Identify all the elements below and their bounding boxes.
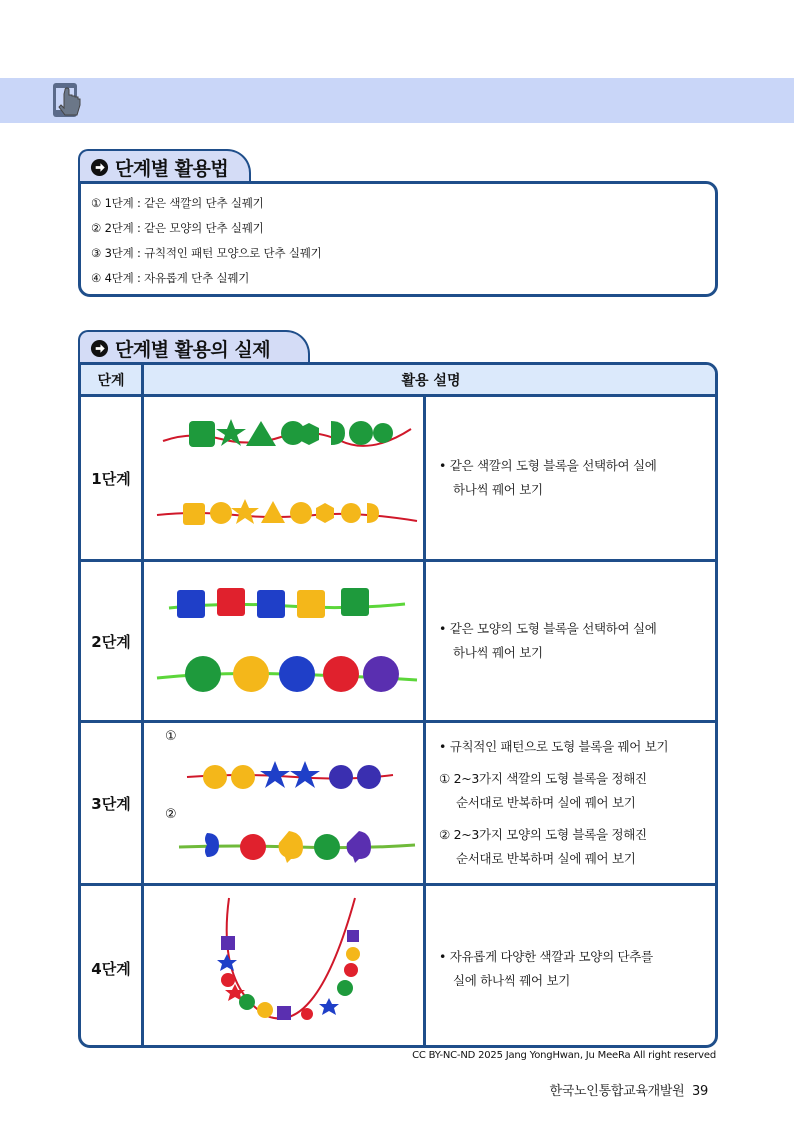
table-row [81, 397, 715, 562]
desc-line: • 같은 색깔의 도형 블록을 선택하여 실에 [439, 458, 657, 473]
pattern-label-2: ② [165, 807, 177, 822]
howto-list [78, 181, 718, 297]
stage-label: 2단계 [81, 562, 144, 720]
table-row [81, 886, 715, 1048]
desc-cell [429, 562, 715, 720]
desc-line: • 자유롭게 다양한 색깔과 모양의 단추를 [439, 948, 653, 964]
stage-label: 4단계 [81, 886, 144, 1048]
beads-photo-cell [147, 723, 426, 883]
square-beads-photo [167, 576, 407, 632]
shape-pattern-beads-photo [177, 823, 417, 867]
copyright-notice: CC BY-NC-ND 2025 Jang YongHwan, Ju MeeRa All right reserved [412, 1050, 716, 1061]
hand-tap-icon [50, 80, 86, 120]
desc-line: 실에 하나씩 꿰어 보기 [453, 972, 570, 988]
col-header-stage: 단계 [81, 365, 144, 394]
howto-item: ② 2단계 : 같은 모양의 단추 실꿰기 [91, 221, 264, 235]
section-practice-tab [78, 330, 310, 364]
desc-line: ② 2~3가지 모양의 도형 블록을 정해진 [439, 827, 647, 842]
table-row [81, 562, 715, 723]
howto-item: ① 1단계 : 같은 색깔의 단추 실꿰기 [91, 196, 264, 210]
beads-photo-cell [147, 397, 426, 559]
stage-label: 1단계 [81, 397, 144, 559]
green-beads-photo [161, 411, 416, 461]
page-number: 39 [692, 1084, 708, 1099]
color-pattern-beads-photo [185, 753, 395, 797]
arrow-circle-icon [90, 158, 109, 177]
desc-cell [429, 723, 715, 883]
desc-cell [429, 886, 715, 1048]
necklace-beads-photo [207, 896, 377, 1036]
page-footer [550, 1080, 708, 1099]
beads-photo-cell [147, 886, 426, 1048]
pattern-label-1: ① [165, 729, 177, 744]
practice-table [78, 362, 718, 1048]
round-beads-photo [155, 646, 420, 702]
howto-item: ③ 3단계 : 규칙적인 패턴 모양으로 단추 실꿰기 [91, 246, 322, 260]
col-header-desc: 활용 설명 [401, 372, 461, 389]
desc-line: 하나씩 꿰어 보기 [453, 645, 543, 660]
stage-label: 3단계 [81, 723, 144, 883]
desc-line: 순서대로 반복하며 실에 꿰어 보기 [456, 795, 636, 810]
beads-photo-cell [147, 562, 426, 720]
table-row [81, 723, 715, 886]
section-howto-title: 단계별 활용법 [115, 157, 229, 180]
footer-org: 한국노인통합교육개발원 [549, 1084, 685, 1099]
desc-line: • 같은 모양의 도형 블록을 선택하여 실에 [439, 621, 657, 636]
howto-item: ④ 4단계 : 자유롭게 단추 실꿰기 [91, 271, 250, 285]
desc-cell [429, 397, 715, 559]
desc-line: • 규칙적인 패턴으로 도형 블록을 꿰어 보기 [439, 739, 669, 754]
desc-line: ① 2~3가지 색깔의 도형 블록을 정해진 [439, 771, 647, 786]
desc-line: 순서대로 반복하며 실에 꿰어 보기 [456, 851, 636, 866]
section-howto-tab [78, 149, 251, 183]
table-header-row [81, 365, 715, 397]
yellow-beads-photo [155, 493, 420, 533]
desc-line: 하나씩 꿰어 보기 [453, 482, 543, 497]
header-band [0, 78, 794, 123]
arrow-circle-icon [90, 339, 109, 358]
section-practice-title: 단계별 활용의 실제 [115, 338, 271, 361]
